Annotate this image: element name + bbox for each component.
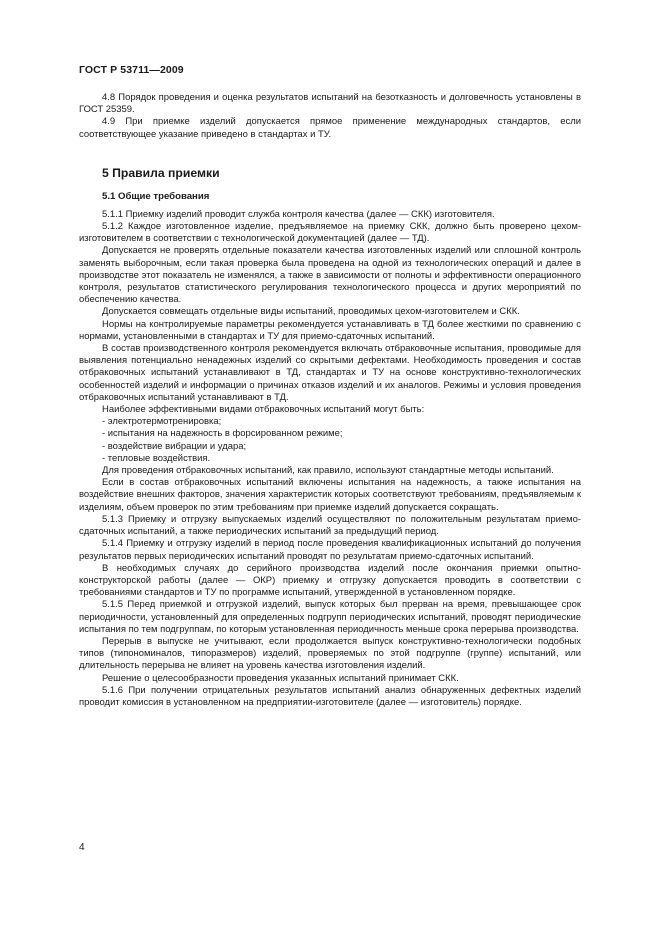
paragraph: Для проведения отбраковочных испытаний, как правило, используют стандартные методы испытаний. <box>102 465 554 477</box>
paragraph: В необходимых случаях до серийного производства изделий после окончания приемки опытно-конструкторской работы (далее — ОКР) приемку и отгрузку допускается проводить в соответствии с требованиями стандартов и ТУ по программе испытаний, утвержденной в установленном порядке. <box>79 562 581 599</box>
paragraph: 4.9 При приемке изделий допускается прямое применение международных стандартов, если соответствующее указание приведено в стандартах и ТУ. <box>79 116 581 140</box>
paragraph: Допускается не проверять отдельные показатели качества изготовленных изделий или сплошной контроль заменять выборочным, если такая проверка была проведена на одной из технологических операций и далее в производстве этот показатель не изменялся, а также в зависимости от полноты и эффективности операционного контроля, результатов статистического регулирования технологического процесса и других мероприятий по обеспечению качества. <box>79 245 581 306</box>
paragraph: Допускается совмещать отдельные виды испытаний, проводимых цехом-изготовителем и СКК. <box>102 306 520 318</box>
paragraph: 5.1.4 Приемку и отгрузку изделий в период после проведения квалификационных испытаний до получения результатов первых периодических испытаний проводят по результатам приемо-сдаточных испытаний. <box>79 538 581 562</box>
paragraph: 5.1.6 При получении отрицательных результатов испытаний анализ обнаруженных дефектных изделий проводит комиссия в установленном на предприятии-изготовителе (далее — изготовитель) порядке. <box>79 684 581 708</box>
paragraph: Решение о целесообразности проведения указанных испытаний принимает СКК. <box>102 672 459 684</box>
subsection-title: 5.1 Общие требования <box>102 190 210 202</box>
paragraph: В состав производственного контроля рекомендуется включать отбраковочные испытания, проводимые для выявления потенциально ненадежных изделий со скрытыми дефектами. Необходимость проведения и состав отбраковочных испытаний устанавливают в ТД, стандартах и ТУ на основе конструктивно-технологических особенностей изделий и информации о причинах отказов изделий и их аналогов. Режимы и условия проведения отбраковочных испытаний устанавливают в ТД. <box>79 343 581 403</box>
section-title: 5 Правила приемки <box>102 165 220 180</box>
document-header: ГОСТ Р 53711—2009 <box>79 64 184 76</box>
paragraph: 5.1.3 Приемку и отгрузку выпускаемых изделий осуществляют по положительным результатам приемо-сдаточных испытаний, а также периодических испытаний за предыдущий период. <box>79 513 581 538</box>
page-number: 4 <box>79 842 85 853</box>
paragraph: Наиболее эффективными видами отбраковочных испытаний могут быть: <box>102 404 425 416</box>
list-item: - электротермотренировка; <box>102 416 222 428</box>
paragraph: 5.1.5 Перед приемкой и отгрузкой изделий, выпуск которых был прерван на время, превышающее срок периодичности, установленный для определенных подгрупп периодических испытаний, проводят периодические испытания по тем подгруппам, по которым установленная периодичность меньше срока перерыва производства. <box>79 599 581 635</box>
list-item: - воздействие вибрации и удара; <box>102 440 247 452</box>
paragraph: Перерыв в выпуске не учитывают, если продолжается выпуск конструктивно-технологически подобных типов (типономиналов, типоразмеров) изделий, проверяемых по этой подгруппе (группе) испытаний, или длительность перерыва не влияет на уровень качества изготовления изделий. <box>79 635 581 672</box>
paragraph: 5.1.1 Приемку изделий проводит служба контроля качества (далее — СКК) изготовителя. <box>102 208 495 220</box>
page-content <box>79 92 581 709</box>
paragraph: Нормы на контролируемые параметры рекомендуется устанавливать в ТД более жесткими по сравнению с нормами, установленными в стандартах и ТУ для приемо-сдаточных испытаний. <box>79 318 581 342</box>
paragraph: 5.1.2 Каждое изготовленное изделие, предъявляемое на приемку СКК, должно быть проверено цехом-изготовителем в соответствии с технологической документацией (далее — ТД). <box>79 221 581 245</box>
paragraph: 4.8 Порядок проведения и оценка результатов испытаний на безотказность и долговечность установлены в ГОСТ 25359. <box>79 92 581 116</box>
list-item: - тепловые воздействия. <box>102 452 211 464</box>
paragraph: Если в состав отбраковочных испытаний включены испытания на надежность, а также испытания на воздействие внешних факторов, значения характеристик которых соответствуют требованиям, предъявляемым к изделиям, объем проверок по этим требованиям при приемке изделий допускается сокращать. <box>79 477 581 513</box>
list-item: - испытания на надежность в форсированном режиме; <box>102 428 343 440</box>
